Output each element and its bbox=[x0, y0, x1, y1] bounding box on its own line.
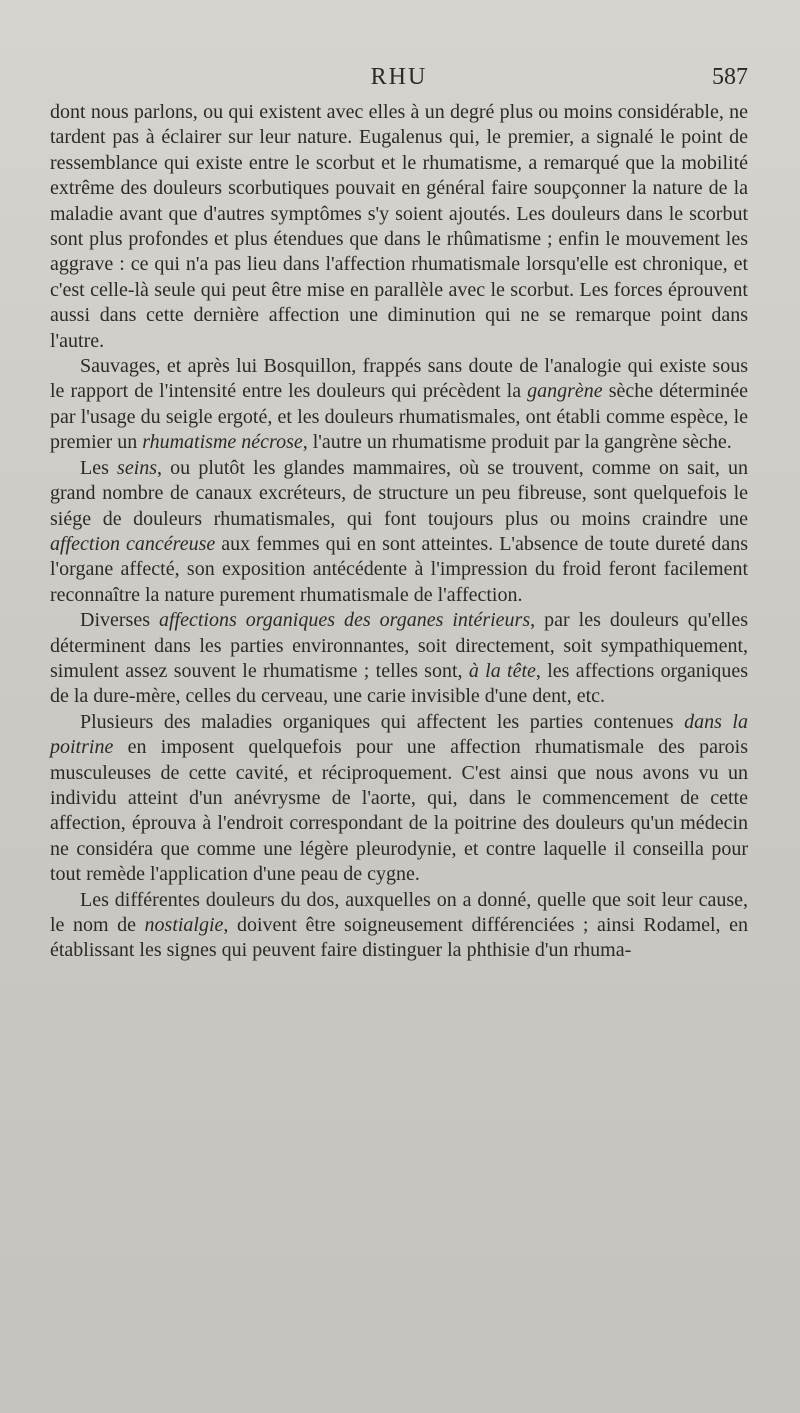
italic-term: rhumatisme nécrose bbox=[142, 431, 303, 454]
italic-term: seins bbox=[117, 456, 158, 479]
text-run: , ou plutôt les glandes mammaires, où se trouvent, comme on sait, un grand nombre de canaux excréteurs, de structure un peu fibreuse, sont quelquefois le siége de douleurs rhumatismales, qui font toujours plus ou moins craindre une bbox=[50, 456, 748, 530]
text-run: Plusieurs des maladies organiques qui affectent les parties contenues bbox=[80, 710, 685, 733]
body-text bbox=[50, 100, 748, 964]
paragraph bbox=[50, 710, 748, 888]
page-number: 587 bbox=[712, 64, 748, 90]
text-run: , par les douleurs qu'elles déterminent dans les parties environnantes, soit directement, soit sympathiquement, simulent assez souvent le rhumatisme ; telles sont, bbox=[50, 609, 749, 682]
paragraph bbox=[50, 456, 748, 608]
running-title: RHU bbox=[370, 64, 428, 90]
text-run: , les affections organiques de la dure-mère, celles du cerveau, une carie invisible d'une dent, etc. bbox=[50, 659, 748, 708]
italic-term: gangrène bbox=[527, 380, 603, 403]
paragraph bbox=[50, 100, 748, 354]
text-run: Les bbox=[80, 456, 118, 479]
paragraph bbox=[50, 888, 748, 964]
text-run: Les différentes douleurs du dos, auxquelles on a donné, quelle que soit leur cause, le nom de bbox=[50, 888, 748, 936]
text-run: dont nous parlons, ou qui existent avec elles à un degré plus ou moins considérable, ne tardent pas à éclairer sur leur nature. Eugalenus qui, le premier, a signalé le point de ressemblance qui existe entre le scorbut et le rhumatisme, a remarqué que la mobilité extrême des douleurs scorbutiques pouvait en général faire soupçonner la nature de la maladie avant que d'autres symptômes s'y soient ajoutés. Les douleurs dans le scorbut sont plus profondes et plus étendues que dans le rhûmatisme ; enfin le mouvement les aggrave : ce qui n'a pas lieu dans l'affection rhumatismale lorsqu'elle est chronique, et c'est celle-là seule qui peut être mise en parallèle avec le scorbut. Les forces éprouvent aussi dans cette dernière affection une diminution qui ne se remarque point dans l'autre. bbox=[50, 101, 748, 352]
text-run: , doivent être soigneusement différenciées ; ainsi Rodamel, en établissant les signes qui peuvent faire distinguer la phthisie d'un rhuma- bbox=[50, 914, 748, 962]
italic-term: à la tête bbox=[468, 659, 536, 682]
italic-term: nostialgie bbox=[144, 914, 224, 936]
italic-term: dans la poitrine bbox=[50, 710, 748, 759]
text-run: en imposent quelquefois pour une affection rhumatismale des parois musculeuses de cette cavité, et réciproquement. C'est ainsi que nous avons vu un individu atteint d'un anévrysme de l'aorte, qui, dans le commencement de cette affection, éprouva à l'endroit correspondant de la poitrine des douleurs qu'un médecin ne considéra que comme une légère pleurodynie, et contre laquelle il conseilla pour tout remède l'application d'une peau de cygne. bbox=[50, 736, 748, 886]
running-head bbox=[50, 64, 748, 104]
text-run: aux femmes qui en sont atteintes. L'absence de toute dureté dans l'organe affecté, son exposition antécédente à l'impression du froid feront facilement reconnaître la nature purement rhumatismale de l'affection. bbox=[50, 532, 748, 606]
text-run: Sauvages, et après lui Bosquillon, frappés sans doute de l'analogie qui existe sous le rapport de l'intensité entre les douleurs qui précèdent la bbox=[50, 355, 748, 403]
italic-term: affection cancéreuse bbox=[50, 532, 216, 555]
italic-term: affections organiques des organes intérieurs bbox=[158, 609, 531, 632]
text-run: Diverses bbox=[80, 609, 159, 632]
text-run: , l'autre un rhumatisme produit par la gangrène sèche. bbox=[302, 431, 732, 454]
paragraph bbox=[50, 354, 748, 456]
text-run: sèche déterminée par l'usage du seigle ergoté, et les douleurs rhumatismales, ont établi comme espèce, le premier un bbox=[50, 380, 748, 454]
paragraph bbox=[50, 608, 748, 710]
